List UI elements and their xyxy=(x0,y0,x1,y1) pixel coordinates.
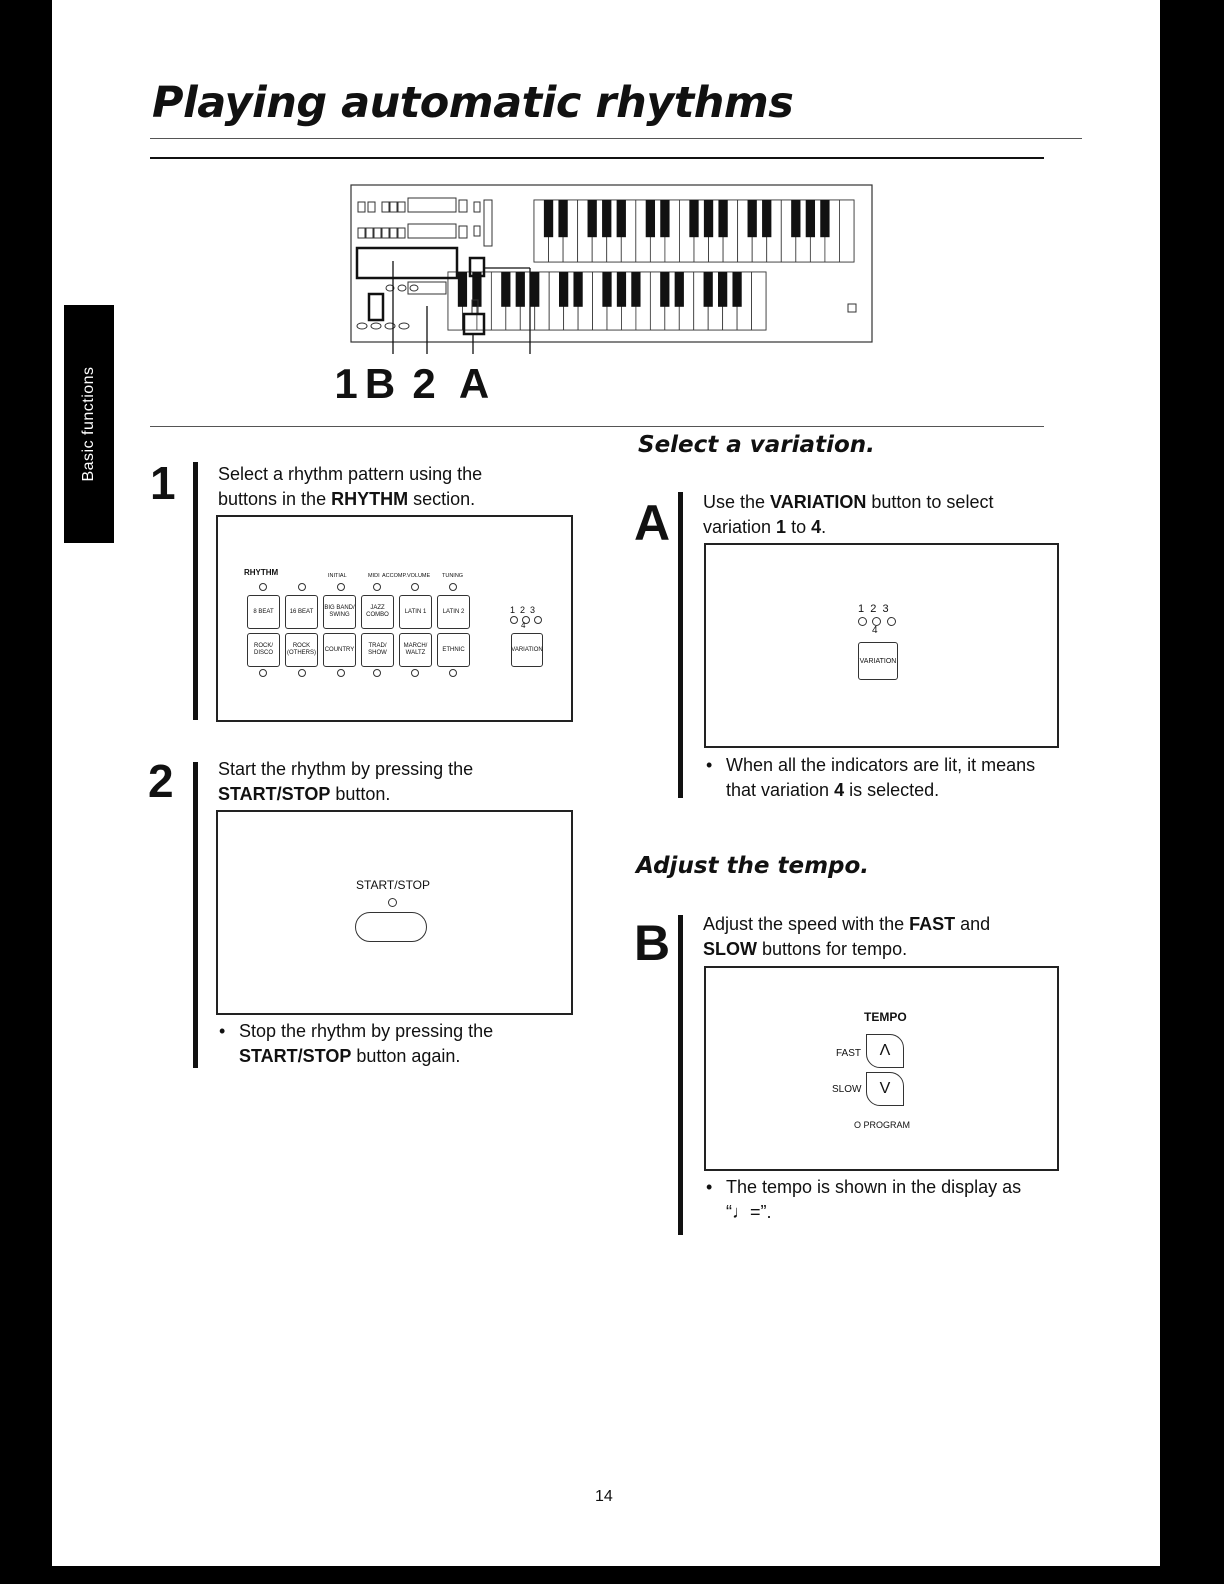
led xyxy=(411,583,419,591)
variation-four: 4 xyxy=(521,621,526,630)
led xyxy=(373,583,381,591)
callout-a: A xyxy=(458,360,490,407)
label-initial: INITIAL xyxy=(328,573,347,579)
step-2-bar xyxy=(193,762,198,1068)
rhythm-button-march-waltz[interactable]: MARCH/ WALTZ xyxy=(399,633,432,667)
variation-text: Use the VARIATION button to select variation 1 to 4. xyxy=(703,492,994,537)
black-key xyxy=(791,200,800,237)
led xyxy=(259,583,267,591)
tempo-panel xyxy=(704,966,1059,1171)
rhythm-button-big-band-swing[interactable]: BIG BAND/ SWING xyxy=(323,595,356,629)
black-key xyxy=(660,200,669,237)
rhythm-button-country[interactable]: COUNTRY xyxy=(323,633,356,667)
black-key xyxy=(602,200,611,237)
led xyxy=(373,669,381,677)
variation-panel-led xyxy=(858,617,867,626)
black-key xyxy=(704,200,713,237)
section-rule xyxy=(150,426,1044,427)
black-key xyxy=(573,272,582,307)
variation-panel xyxy=(704,543,1059,748)
rhythm-button-latin1[interactable]: LATIN 1 xyxy=(399,595,432,629)
black-key xyxy=(732,272,741,307)
led xyxy=(411,669,419,677)
variation-numbers: 1 2 3 xyxy=(510,605,536,615)
black-key xyxy=(704,272,713,307)
black-key xyxy=(617,272,626,307)
black-key xyxy=(544,200,553,237)
program-label: O PROGRAM xyxy=(854,1120,911,1130)
black-key xyxy=(762,200,771,237)
lower-keyboard xyxy=(448,272,766,330)
rhythm-button-jazz-combo[interactable]: JAZZ COMBO xyxy=(361,595,394,629)
step-2-number: 2 xyxy=(148,755,174,807)
black-key xyxy=(530,272,539,307)
step-1-text: Select a rhythm pattern using the buttons in the RHYTHM section. xyxy=(218,464,483,509)
led xyxy=(259,669,267,677)
tempo-letter: B xyxy=(634,915,671,971)
led xyxy=(449,669,457,677)
rhythm-button-8beat[interactable]: 8 BEAT xyxy=(247,595,280,629)
page-title: Playing automatic rhythms xyxy=(152,78,794,128)
black-key xyxy=(588,200,597,237)
black-key xyxy=(558,200,567,237)
rhythm-panel xyxy=(216,515,573,722)
white-key xyxy=(752,272,766,330)
label-tuning: TUNING xyxy=(442,573,464,579)
callout-b: B xyxy=(364,360,396,407)
variation-panel-numbers: 1 2 3 xyxy=(858,603,889,615)
variation-led xyxy=(510,616,518,624)
black-key xyxy=(501,272,510,307)
black-key xyxy=(516,272,525,307)
tempo-panel-title: TEMPO xyxy=(864,1010,907,1024)
rhythm-button-ethnic[interactable]: ETHNIC xyxy=(437,633,470,667)
led xyxy=(337,583,345,591)
label-midi: MIDI xyxy=(368,573,380,579)
led xyxy=(298,669,306,677)
manual-page xyxy=(52,0,1160,1566)
led xyxy=(449,583,457,591)
variation-led xyxy=(534,616,542,624)
title-rule-thick xyxy=(150,157,1044,159)
rhythm-section-label: RHYTHM xyxy=(244,568,279,577)
slow-button[interactable]: V xyxy=(866,1072,904,1106)
led xyxy=(337,669,345,677)
start-stop-label: START/STOP xyxy=(356,878,431,892)
fast-button[interactable]: Λ xyxy=(866,1034,904,1068)
side-tab-label: Basic functions xyxy=(80,366,97,482)
variation-panel-button[interactable]: VARIATION xyxy=(858,642,898,680)
white-key xyxy=(839,200,854,262)
variation-button[interactable]: VARIATION xyxy=(511,633,543,667)
slow-label: SLOW xyxy=(832,1084,862,1095)
black-key xyxy=(718,200,727,237)
black-key xyxy=(646,200,655,237)
black-key xyxy=(660,272,669,307)
black-key xyxy=(617,200,626,237)
tempo-text: Adjust the speed with the FAST and SLOW buttons for tempo. xyxy=(703,914,991,959)
black-key xyxy=(559,272,568,307)
side-tab xyxy=(64,305,114,543)
variation-panel-led xyxy=(887,617,896,626)
step-2-text: Start the rhythm by pressing the START/STOP button. xyxy=(218,759,474,804)
led xyxy=(298,583,306,591)
tempo-heading: Adjust the tempo. xyxy=(636,853,870,879)
black-key xyxy=(631,272,640,307)
upper-keyboard xyxy=(534,200,854,262)
variation-heading: Select a variation. xyxy=(638,432,875,458)
callout-2: 2 xyxy=(412,360,436,407)
tempo-bar xyxy=(678,915,683,1235)
callout-1: 1 xyxy=(334,360,358,407)
start-stop-button[interactable] xyxy=(355,912,427,942)
step-1-number: 1 xyxy=(150,457,176,509)
tempo-note: • The tempo is shown in the display as “♩=”. xyxy=(726,1175,1046,1225)
rhythm-button-trad-show[interactable]: TRAD/ SHOW xyxy=(361,633,394,667)
start-stop-led xyxy=(388,898,397,907)
rhythm-button-rock-others[interactable]: ROCK (OTHERS) xyxy=(285,633,318,667)
black-key xyxy=(458,272,467,307)
step-1-bar xyxy=(193,462,198,720)
title-rule-thin xyxy=(150,138,1082,139)
black-key xyxy=(718,272,727,307)
page-number: 14 xyxy=(595,1488,613,1505)
black-key xyxy=(675,272,684,307)
black-key xyxy=(748,200,757,237)
rhythm-button-16beat[interactable]: 16 BEAT xyxy=(285,595,318,629)
fast-label: FAST xyxy=(836,1048,862,1059)
variation-note: • When all the indicators are lit, it means that variation 4 is selected. xyxy=(726,753,1046,803)
label-accomp-volume: ACCOMP.VOLUME xyxy=(382,573,431,579)
variation-panel-four: 4 xyxy=(872,625,878,636)
black-key xyxy=(806,200,815,237)
rhythm-button-rock-disco[interactable]: ROCK/ DISCO xyxy=(247,633,280,667)
variation-letter: A xyxy=(634,495,671,551)
black-key xyxy=(602,272,611,307)
rhythm-button-latin2[interactable]: LATIN 2 xyxy=(437,595,470,629)
black-key xyxy=(689,200,698,237)
start-stop-panel xyxy=(216,810,573,1015)
variation-bar xyxy=(678,492,683,798)
step-2-note: • Stop the rhythm by pressing the START/STOP button again. xyxy=(239,1019,559,1069)
black-key xyxy=(820,200,829,237)
